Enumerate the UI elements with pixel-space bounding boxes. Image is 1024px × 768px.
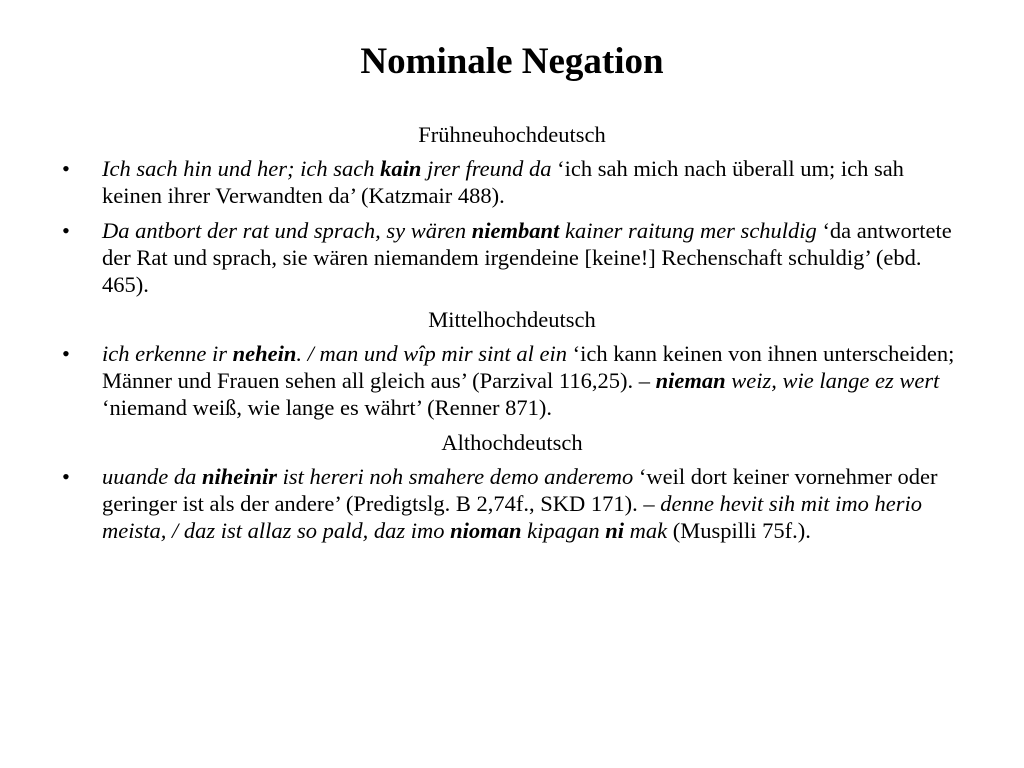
section-althochdeutsch <box>62 429 962 544</box>
source-text: Ich sach hin und her; ich sach <box>102 156 381 181</box>
translation-text: (Muspilli 75f.). <box>667 518 811 543</box>
source-text: denne hevit sih mit imo herio meista, / daz ist allaz so pald, daz imo <box>102 491 923 543</box>
source-text: ich erkenne ir <box>102 341 233 366</box>
source-text: Da antbort der rat und sprach, sy wären <box>102 218 472 243</box>
negation-keyword: ni <box>605 518 624 543</box>
list-item <box>62 217 962 298</box>
source-text: weiz, wie lange ez wert <box>725 368 940 393</box>
negation-keyword: kain <box>380 156 422 181</box>
source-text: kipagan <box>521 518 606 543</box>
source-text: ist hereri noh smahere demo anderemo <box>277 464 634 489</box>
section-mittelhochdeutsch <box>62 306 962 421</box>
section-heading: Mittelhochdeutsch <box>428 307 596 332</box>
negation-keyword: niembant <box>471 218 560 243</box>
list-item <box>62 340 962 421</box>
translation-text: ‘niemand weiß, wie lange es währt’ (Renner 871). <box>102 395 553 420</box>
negation-keyword: nieman <box>655 368 726 393</box>
section-fruehneuhochdeutsch <box>62 121 962 298</box>
source-text: . / man und wîp mir sint al ein <box>296 341 567 366</box>
translation-text: ‘ich sah mich nach überall um; ich sah keinen ihrer Verwandten da’ (Katzmair 488). <box>102 156 904 208</box>
bullet-marker: • <box>62 156 70 181</box>
negation-keyword: nioman <box>450 518 522 543</box>
page-title: Nominale Negation <box>360 41 664 82</box>
translation-text: ‘da antwortete der Rat und sprach, sie wären niemandem irgendeine [keine!] Rechenschaft schuldig’ (ebd. 465). <box>102 218 952 297</box>
section-heading: Althochdeutsch <box>441 430 583 455</box>
bullet-marker: • <box>62 464 70 489</box>
source-text: uuande da <box>102 464 202 489</box>
source-text: mak <box>623 518 668 543</box>
translation-text: ‘ich kann keinen von ihnen unterscheiden; Männer und Frauen sehen all gleich aus’ (Parzival 116,25). – <box>102 341 955 393</box>
source-text: jrer freund da <box>421 156 552 181</box>
list-item <box>62 155 962 209</box>
translation-text: ‘weil dort keiner vornehmer oder geringer ist als der andere’ (Predigtslg. B 2,74f., SKD 171). – <box>102 464 938 516</box>
source-text: kainer raitung mer schuldig <box>559 218 817 243</box>
bullet-marker: • <box>62 218 70 243</box>
negation-keyword: nehein <box>232 341 297 366</box>
negation-keyword: niheinir <box>202 464 278 489</box>
list-item <box>62 463 962 544</box>
section-heading: Frühneuhochdeutsch <box>418 122 606 147</box>
slide-body <box>62 121 962 552</box>
bullet-marker: • <box>62 341 70 366</box>
